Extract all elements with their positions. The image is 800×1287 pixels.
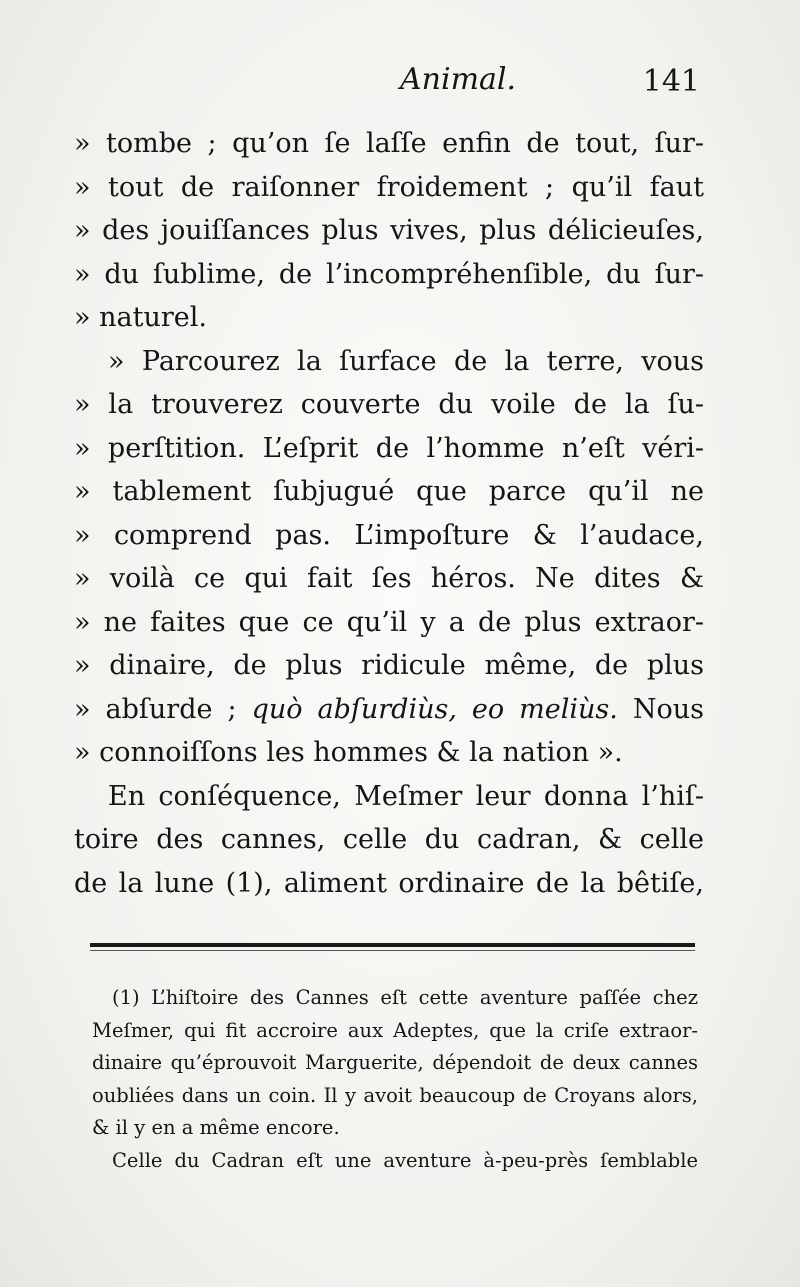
text-line: » dinaire, de plus ridicule même, de plus xyxy=(74,650,704,681)
text-line: » connoiſſons les hommes & la nation ». xyxy=(74,737,623,768)
latin-phrase: quò abſurdiùs, eo meliùs. xyxy=(251,693,618,725)
text-segment: Nous xyxy=(632,693,704,725)
text-line: » des jouiſſances plus vives, plus délicieuſes, xyxy=(74,215,704,246)
text-line: » perſtition. L’eſprit de l’homme n’eſt véri- xyxy=(74,432,704,464)
footnote-rule-thin xyxy=(90,950,695,951)
text-line: toire des cannes, celle du cadran, & celle xyxy=(74,824,704,855)
text-line: » Parcourez la ſurface de la terre, vous xyxy=(108,345,704,377)
text-line: de la lune (1), aliment ordinaire de la bêtiſe, xyxy=(74,867,704,899)
footnote-line: dinaire qu’éprouvoit Marguerite, dépendoit de deux cannes xyxy=(92,1051,698,1074)
footnote xyxy=(92,982,698,1177)
text-line: » du ſublime, de l’incompréhenſible, du ſur- xyxy=(74,258,704,290)
page-number: 141 xyxy=(642,64,700,99)
text-line-mixed xyxy=(74,688,704,732)
footnote-line: & il y en a même encore. xyxy=(92,1116,340,1139)
text-line: » la trouverez couverte du voile de la ſu- xyxy=(74,389,704,420)
footnote-line: (1) L’hiſtoire des Cannes eſt cette aventure paſſée chez xyxy=(112,986,698,1009)
text-line: En conſéquence, Meſmer leur donna l’hiſ- xyxy=(108,780,704,812)
text-segment: » abſurde ; xyxy=(74,693,237,725)
main-text xyxy=(74,122,704,905)
text-line: » tombe ; qu’on ſe laſſe enfin de tout, ſur- xyxy=(74,128,704,159)
footnote-line: Celle du Cadran eſt une aventure à-peu-près ſemblable xyxy=(112,1148,698,1172)
text-line: » comprend pas. L’impoſture & l’audace, xyxy=(74,519,704,551)
text-line: » tablement ſubjugué que parce qu’il ne xyxy=(74,476,704,507)
page-header xyxy=(80,62,700,110)
text-line: » tout de raiſonner froidement ; qu’il faut xyxy=(74,171,704,203)
text-line: » naturel. xyxy=(74,302,207,333)
footnote-rule xyxy=(90,943,695,947)
footnote-line: Meſmer, qui fit accroire aux Adeptes, que la criſe extraor- xyxy=(92,1018,698,1042)
running-head: Animal. xyxy=(400,62,517,97)
footnote-line: oubliées dans un coin. Il y avoit beaucoup de Croyans alors, xyxy=(92,1083,698,1107)
text-line: » ne faites que ce qu’il y a de plus extraor- xyxy=(74,606,704,638)
text-line: » voilà ce qui fait ſes héros. Ne dites & xyxy=(74,563,704,594)
